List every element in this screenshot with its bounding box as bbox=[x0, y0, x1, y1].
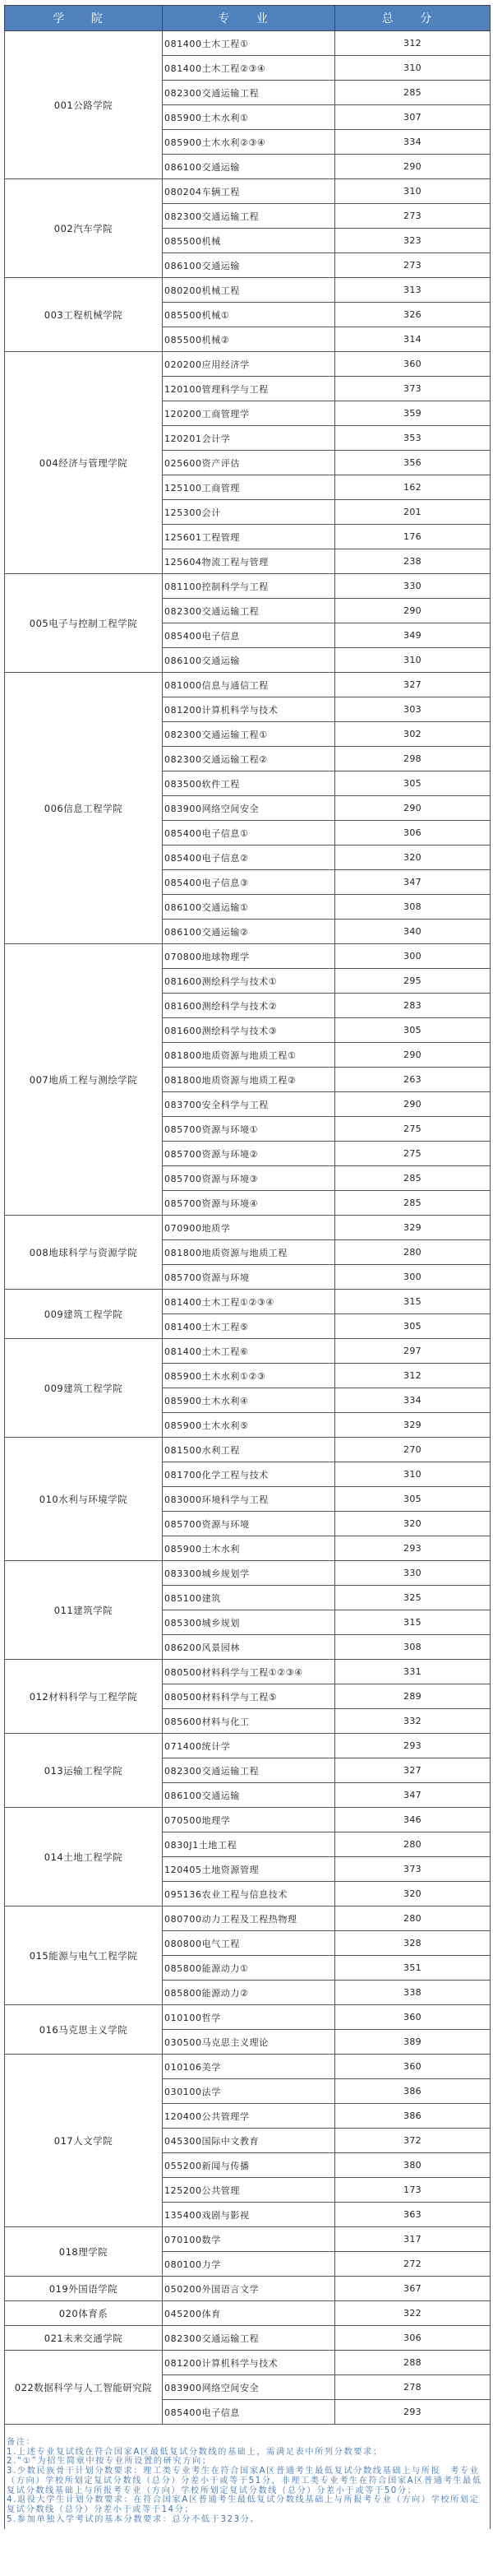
major-cell: 085500机械 bbox=[163, 229, 335, 253]
major-cell: 080204车辆工程 bbox=[163, 179, 335, 204]
score-cell: 315 bbox=[335, 1290, 491, 1314]
score-cell: 334 bbox=[335, 1388, 491, 1413]
major-cell: 055200新闻与传播 bbox=[163, 2153, 335, 2178]
score-cell: 290 bbox=[335, 599, 491, 623]
major-cell: 085800能源动力① bbox=[163, 1956, 335, 1981]
college-cell: 012材料科学与工程学院 bbox=[5, 1660, 163, 1734]
major-cell: 081200计算机科学与技术 bbox=[163, 697, 335, 722]
major-cell: 085700资源与环境① bbox=[163, 1117, 335, 1142]
college-cell: 020体育系 bbox=[5, 2301, 163, 2326]
major-cell: 080200机械工程 bbox=[163, 278, 335, 303]
major-cell: 081600测绘科学与技术③ bbox=[163, 1018, 335, 1043]
major-cell: 120100管理科学与工程 bbox=[163, 377, 335, 401]
major-cell: 020200应用经济学 bbox=[163, 352, 335, 377]
score-cell: 201 bbox=[335, 500, 491, 525]
score-cell: 351 bbox=[335, 1956, 491, 1981]
score-cell: 285 bbox=[335, 1166, 491, 1191]
notes-title: 备注： bbox=[7, 2438, 36, 2447]
score-cell: 290 bbox=[335, 1043, 491, 1068]
major-cell: 081800地质资源与地质工程① bbox=[163, 1043, 335, 1068]
college-cell: 002汽车学院 bbox=[5, 179, 163, 278]
score-cell: 360 bbox=[335, 2005, 491, 2030]
score-cell: 275 bbox=[335, 1117, 491, 1142]
major-cell: 086100交通运输 bbox=[163, 648, 335, 673]
table-row bbox=[5, 2301, 491, 2326]
column-header-major: 专 业 bbox=[163, 6, 335, 31]
score-cell: 300 bbox=[335, 944, 491, 969]
score-cell: 273 bbox=[335, 204, 491, 229]
major-cell: 085700资源与环境② bbox=[163, 1142, 335, 1166]
score-cell: 306 bbox=[335, 2326, 491, 2351]
major-cell: 120201会计学 bbox=[163, 426, 335, 451]
major-cell: 080800电气工程 bbox=[163, 1931, 335, 1956]
table-row bbox=[5, 673, 491, 697]
score-cell: 290 bbox=[335, 155, 491, 179]
major-cell: 085500机械② bbox=[163, 327, 335, 352]
major-cell: 085600材料与化工 bbox=[163, 1709, 335, 1734]
table-row bbox=[5, 1808, 491, 1832]
score-cell: 275 bbox=[335, 1142, 491, 1166]
note-line-1: 1.上述专业复试线在符合国家A区最低复试分数线的基础上，需满足表中所列分数要求； bbox=[7, 2447, 383, 2457]
table-row bbox=[5, 944, 491, 969]
major-cell: 083900网络空间安全 bbox=[163, 2375, 335, 2400]
table-row bbox=[5, 2326, 491, 2351]
score-cell: 293 bbox=[335, 2400, 491, 2425]
score-cell: 346 bbox=[335, 1808, 491, 1832]
column-header-college: 学 院 bbox=[5, 6, 163, 31]
score-cell: 295 bbox=[335, 969, 491, 994]
college-cell: 021未来交通学院 bbox=[5, 2326, 163, 2351]
score-cell: 280 bbox=[335, 1240, 491, 1265]
score-cell: 302 bbox=[335, 722, 491, 747]
score-cell: 270 bbox=[335, 1438, 491, 1462]
score-cell: 317 bbox=[335, 2227, 491, 2252]
table-row bbox=[5, 1216, 491, 1240]
major-cell: 085400电子信息 bbox=[163, 2400, 335, 2425]
score-cell: 322 bbox=[335, 2301, 491, 2326]
major-cell: 070100数学 bbox=[163, 2227, 335, 2252]
college-cell: 010水利与环境学院 bbox=[5, 1438, 163, 1561]
major-cell: 081000信息与通信工程 bbox=[163, 673, 335, 697]
major-cell: 085700资源与环境④ bbox=[163, 1191, 335, 1216]
major-cell: 085900土木水利②③④ bbox=[163, 130, 335, 155]
college-cell: 019外国语学院 bbox=[5, 2277, 163, 2301]
college-cell: 017人文学院 bbox=[5, 2055, 163, 2227]
score-cell: 263 bbox=[335, 1068, 491, 1092]
major-cell: 080500材料科学与工程⑤ bbox=[163, 1684, 335, 1709]
score-cell: 380 bbox=[335, 2153, 491, 2178]
major-cell: 081500水利工程 bbox=[163, 1438, 335, 1462]
major-cell: 081400土木工程⑥ bbox=[163, 1339, 335, 1364]
score-cell: 272 bbox=[335, 2252, 491, 2277]
score-cell: 303 bbox=[335, 697, 491, 722]
score-cell: 386 bbox=[335, 2079, 491, 2104]
score-cell: 306 bbox=[335, 821, 491, 846]
major-cell: 086100交通运输 bbox=[163, 1783, 335, 1808]
score-cell: 331 bbox=[335, 1660, 491, 1684]
score-cell: 320 bbox=[335, 1512, 491, 1536]
score-cell: 288 bbox=[335, 2351, 491, 2375]
major-cell: 085400电子信息 bbox=[163, 623, 335, 648]
score-cell: 289 bbox=[335, 1684, 491, 1709]
major-cell: 081400土木工程②③④ bbox=[163, 56, 335, 81]
score-cell: 340 bbox=[335, 920, 491, 944]
major-cell: 086100交通运输 bbox=[163, 155, 335, 179]
major-cell: 085400电子信息① bbox=[163, 821, 335, 846]
score-cell: 290 bbox=[335, 1092, 491, 1117]
major-cell: 085400电子信息② bbox=[163, 846, 335, 870]
note-line-5: 5.参加单独入学考试的基本分数要求：总分不低于323分。 bbox=[7, 2514, 260, 2524]
note-line-4: 4.退役大学生计划分数要求：在符合国家A区普通考生最低复试分数线基础上与所报考专业（方向）学校所划定复试分数线（总分）分差小于或等于14分； bbox=[7, 2495, 480, 2514]
table-row bbox=[5, 574, 491, 599]
table-header-row bbox=[5, 6, 491, 31]
score-cell: 320 bbox=[335, 1882, 491, 1907]
score-cell: 310 bbox=[335, 179, 491, 204]
score-cell: 290 bbox=[335, 796, 491, 821]
score-cell: 297 bbox=[335, 1339, 491, 1364]
major-cell: 081800地质资源与地质工程② bbox=[163, 1068, 335, 1092]
score-cell: 285 bbox=[335, 1191, 491, 1216]
major-cell: 070900地质学 bbox=[163, 1216, 335, 1240]
major-cell: 125100工商管理 bbox=[163, 475, 335, 500]
major-cell: 081600测绘科学与技术② bbox=[163, 994, 335, 1018]
major-cell: 125200公共管理 bbox=[163, 2178, 335, 2203]
table-row bbox=[5, 1438, 491, 1462]
notes-row bbox=[5, 2425, 491, 2530]
score-cell: 293 bbox=[335, 1536, 491, 1561]
score-cell: 373 bbox=[335, 377, 491, 401]
major-cell: 082300交通运输工程 bbox=[163, 1758, 335, 1783]
score-cell: 307 bbox=[335, 105, 491, 130]
score-cell: 173 bbox=[335, 2178, 491, 2203]
college-cell: 011建筑学院 bbox=[5, 1561, 163, 1660]
score-cell: 305 bbox=[335, 1487, 491, 1512]
score-cell: 278 bbox=[335, 2375, 491, 2400]
score-cell: 176 bbox=[335, 525, 491, 549]
score-cell: 293 bbox=[335, 1734, 491, 1758]
score-cell: 310 bbox=[335, 56, 491, 81]
score-cell: 238 bbox=[335, 549, 491, 574]
table-row bbox=[5, 2005, 491, 2030]
major-cell: 081400土木工程①②③④ bbox=[163, 1290, 335, 1314]
major-cell: 081600测绘科学与技术① bbox=[163, 969, 335, 994]
table-row bbox=[5, 1290, 491, 1314]
score-cell: 363 bbox=[335, 2203, 491, 2227]
column-header-score: 总 分 bbox=[335, 6, 491, 31]
college-cell: 022数据科学与人工智能研究院 bbox=[5, 2351, 163, 2425]
major-cell: 085100建筑 bbox=[163, 1586, 335, 1610]
major-cell: 085800能源动力② bbox=[163, 1981, 335, 2005]
major-cell: 085900土木水利⑤ bbox=[163, 1413, 335, 1438]
table-row bbox=[5, 1561, 491, 1586]
notes-cell bbox=[5, 2425, 491, 2530]
major-cell: 081100控制科学与工程 bbox=[163, 574, 335, 599]
score-cell: 305 bbox=[335, 1314, 491, 1339]
table-row bbox=[5, 278, 491, 303]
score-cell: 312 bbox=[335, 31, 491, 56]
major-cell: 095136农业工程与信息技术 bbox=[163, 1882, 335, 1907]
major-cell: 045200体育 bbox=[163, 2301, 335, 2326]
college-cell: 018理学院 bbox=[5, 2227, 163, 2277]
major-cell: 125601工程管理 bbox=[163, 525, 335, 549]
major-cell: 080100力学 bbox=[163, 2252, 335, 2277]
college-cell: 003工程机械学院 bbox=[5, 278, 163, 352]
score-cell: 330 bbox=[335, 1561, 491, 1586]
score-cell: 300 bbox=[335, 1265, 491, 1290]
major-cell: 071400统计学 bbox=[163, 1734, 335, 1758]
score-cell: 310 bbox=[335, 1462, 491, 1487]
table-row bbox=[5, 1907, 491, 1931]
major-cell: 085700资源与环境 bbox=[163, 1265, 335, 1290]
major-cell: 082300交通运输工程 bbox=[163, 81, 335, 105]
score-cell: 305 bbox=[335, 771, 491, 796]
college-cell: 013运输工程学院 bbox=[5, 1734, 163, 1808]
major-cell: 070800地球物理学 bbox=[163, 944, 335, 969]
major-cell: 085700资源与环境 bbox=[163, 1512, 335, 1536]
score-cell: 285 bbox=[335, 81, 491, 105]
score-cell: 273 bbox=[335, 253, 491, 278]
major-cell: 120200工商管理学 bbox=[163, 401, 335, 426]
major-cell: 082300交通运输工程 bbox=[163, 599, 335, 623]
score-cell: 162 bbox=[335, 475, 491, 500]
score-cell: 323 bbox=[335, 229, 491, 253]
table-row bbox=[5, 1339, 491, 1364]
college-cell: 009建筑工程学院 bbox=[5, 1290, 163, 1339]
college-cell: 016马克思主义学院 bbox=[5, 2005, 163, 2055]
score-cell: 314 bbox=[335, 327, 491, 352]
score-cell: 353 bbox=[335, 426, 491, 451]
score-cell: 327 bbox=[335, 1758, 491, 1783]
score-cell: 330 bbox=[335, 574, 491, 599]
score-cell: 328 bbox=[335, 1931, 491, 1956]
college-cell: 006信息工程学院 bbox=[5, 673, 163, 944]
college-cell: 001公路学院 bbox=[5, 31, 163, 179]
score-cell: 312 bbox=[335, 1364, 491, 1388]
major-cell: 080500材料科学与工程①②③④ bbox=[163, 1660, 335, 1684]
score-cell: 315 bbox=[335, 1610, 491, 1635]
retest-score-table bbox=[4, 5, 491, 2529]
college-cell: 009建筑工程学院 bbox=[5, 1339, 163, 1438]
major-cell: 085900土木水利①②③ bbox=[163, 1364, 335, 1388]
table-row bbox=[5, 2055, 491, 2079]
table-row bbox=[5, 1734, 491, 1758]
table-row bbox=[5, 179, 491, 204]
major-cell: 120405土地资源管理 bbox=[163, 1857, 335, 1882]
college-cell: 008地球科学与资源学院 bbox=[5, 1216, 163, 1290]
major-cell: 083300城乡规划学 bbox=[163, 1561, 335, 1586]
score-cell: 280 bbox=[335, 1907, 491, 1931]
major-cell: 086100交通运输① bbox=[163, 895, 335, 920]
major-cell: 085900土木水利① bbox=[163, 105, 335, 130]
major-cell: 085900土木水利④ bbox=[163, 1388, 335, 1413]
major-cell: 010106美学 bbox=[163, 2055, 335, 2079]
major-cell: 082300交通运输工程 bbox=[163, 204, 335, 229]
major-cell: 086100交通运输 bbox=[163, 253, 335, 278]
major-cell: 081400土木工程⑤ bbox=[163, 1314, 335, 1339]
major-cell: 086100交通运输② bbox=[163, 920, 335, 944]
score-cell: 356 bbox=[335, 451, 491, 475]
major-cell: 083500软件工程 bbox=[163, 771, 335, 796]
table-row bbox=[5, 31, 491, 56]
score-cell: 349 bbox=[335, 623, 491, 648]
table-row bbox=[5, 2227, 491, 2252]
score-cell: 360 bbox=[335, 352, 491, 377]
major-cell: 050200外国语言文学 bbox=[163, 2277, 335, 2301]
major-cell: 085400电子信息③ bbox=[163, 870, 335, 895]
major-cell: 030500马克思主义理论 bbox=[163, 2030, 335, 2055]
major-cell: 135400戏剧与影视 bbox=[163, 2203, 335, 2227]
major-cell: 085500机械① bbox=[163, 303, 335, 327]
score-cell: 329 bbox=[335, 1413, 491, 1438]
major-cell: 125300会计 bbox=[163, 500, 335, 525]
major-cell: 070500地理学 bbox=[163, 1808, 335, 1832]
score-cell: 360 bbox=[335, 2055, 491, 2079]
score-cell: 347 bbox=[335, 1783, 491, 1808]
score-cell: 329 bbox=[335, 1216, 491, 1240]
score-cell: 325 bbox=[335, 1586, 491, 1610]
score-cell: 327 bbox=[335, 673, 491, 697]
score-cell: 338 bbox=[335, 1981, 491, 2005]
score-table-sheet bbox=[4, 5, 490, 2529]
table-row bbox=[5, 1660, 491, 1684]
major-cell: 086200风景园林 bbox=[163, 1635, 335, 1660]
major-cell: 0830J1土地工程 bbox=[163, 1832, 335, 1857]
score-cell: 334 bbox=[335, 130, 491, 155]
major-cell: 081700化学工程与技术 bbox=[163, 1462, 335, 1487]
major-cell: 081400土木工程① bbox=[163, 31, 335, 56]
score-cell: 308 bbox=[335, 1635, 491, 1660]
college-cell: 007地质工程与测绘学院 bbox=[5, 944, 163, 1216]
major-cell: 010100哲学 bbox=[163, 2005, 335, 2030]
major-cell: 083900网络空间安全 bbox=[163, 796, 335, 821]
major-cell: 082300交通运输工程② bbox=[163, 747, 335, 771]
score-cell: 347 bbox=[335, 870, 491, 895]
major-cell: 085300城乡规划 bbox=[163, 1610, 335, 1635]
major-cell: 082300交通运输工程 bbox=[163, 2326, 335, 2351]
score-cell: 283 bbox=[335, 994, 491, 1018]
major-cell: 085700资源与环境③ bbox=[163, 1166, 335, 1191]
college-cell: 005电子与控制工程学院 bbox=[5, 574, 163, 673]
table-row bbox=[5, 352, 491, 377]
major-cell: 081200计算机科学与技术 bbox=[163, 2351, 335, 2375]
score-cell: 389 bbox=[335, 2030, 491, 2055]
score-cell: 332 bbox=[335, 1709, 491, 1734]
major-cell: 030100法学 bbox=[163, 2079, 335, 2104]
score-cell: 373 bbox=[335, 1857, 491, 1882]
major-cell: 025600资产评估 bbox=[163, 451, 335, 475]
major-cell: 080700动力工程及工程热物理 bbox=[163, 1907, 335, 1931]
major-cell: 083000环境科学与工程 bbox=[163, 1487, 335, 1512]
score-cell: 320 bbox=[335, 846, 491, 870]
major-cell: 045300国际中文教育 bbox=[163, 2129, 335, 2153]
major-cell: 081800地质资源与地质工程 bbox=[163, 1240, 335, 1265]
score-cell: 313 bbox=[335, 278, 491, 303]
major-cell: 083700安全科学与工程 bbox=[163, 1092, 335, 1117]
score-cell: 280 bbox=[335, 1832, 491, 1857]
score-cell: 326 bbox=[335, 303, 491, 327]
score-cell: 308 bbox=[335, 895, 491, 920]
score-cell: 310 bbox=[335, 648, 491, 673]
table-row bbox=[5, 2351, 491, 2375]
score-cell: 372 bbox=[335, 2129, 491, 2153]
note-line-2: 2.“①”为招生简章中按专业所设置的研究方向； bbox=[7, 2457, 212, 2467]
score-cell: 386 bbox=[335, 2104, 491, 2129]
college-cell: 014土地工程学院 bbox=[5, 1808, 163, 1907]
score-cell: 367 bbox=[335, 2277, 491, 2301]
table-body bbox=[5, 31, 491, 2425]
major-cell: 120400公共管理学 bbox=[163, 2104, 335, 2129]
major-cell: 082300交通运输工程① bbox=[163, 722, 335, 747]
score-cell: 359 bbox=[335, 401, 491, 426]
major-cell: 125604物流工程与管理 bbox=[163, 549, 335, 574]
note-line-3: 3.少数民族骨干计划分数要求：理工类专业考生在符合国家A区普通考生最低复试分数线基础上与所报 考专业（方向）学校所划定复试分数线（总分）分差小于或等于51分，非理工类专业考生在符合国家A区普通考生最低复试分数线基础上与所报考专业（方向）学校所划定复试分数线（总分）分差小于或等于50分； bbox=[7, 2467, 482, 2495]
college-cell: 004经济与管理学院 bbox=[5, 352, 163, 574]
score-cell: 305 bbox=[335, 1018, 491, 1043]
major-cell: 085900土木水利 bbox=[163, 1536, 335, 1561]
score-cell: 298 bbox=[335, 747, 491, 771]
table-row bbox=[5, 2277, 491, 2301]
college-cell: 015能源与电气工程学院 bbox=[5, 1907, 163, 2005]
